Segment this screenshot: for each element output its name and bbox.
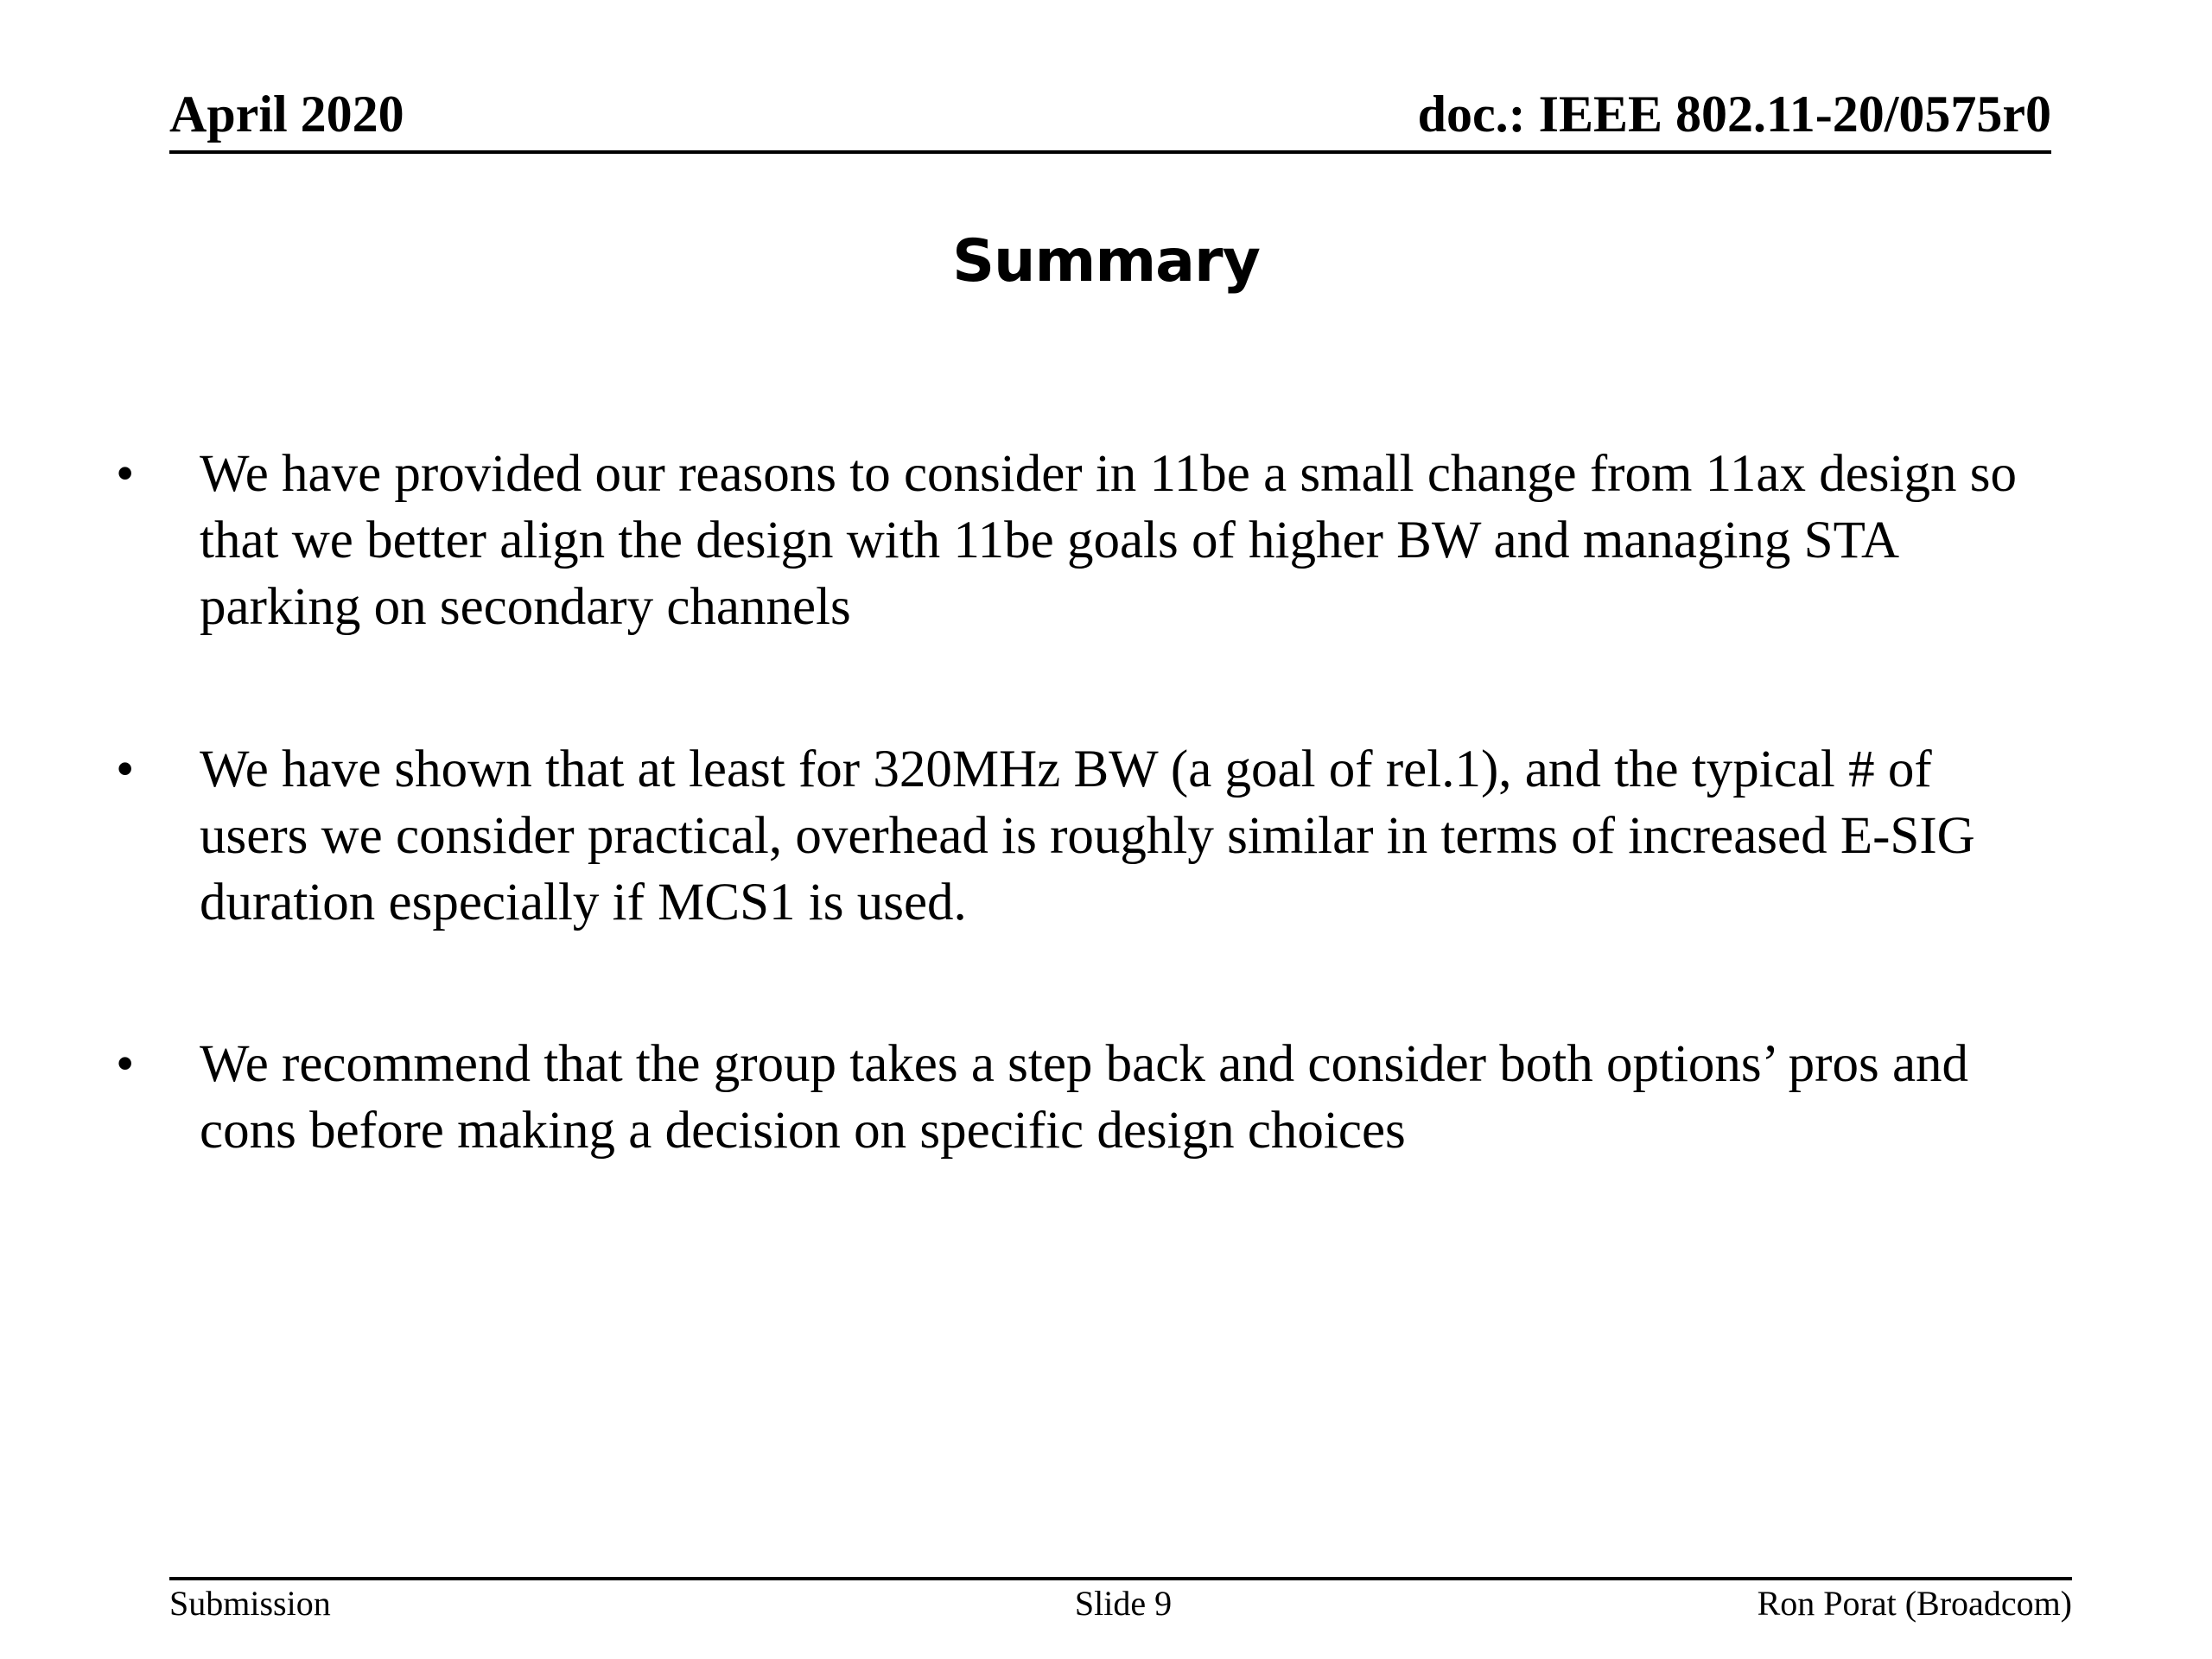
bullet-text — [200, 441, 2161, 640]
bullet-line: We recommend that the group takes a step back and consider both options’ pros and — [200, 1035, 1969, 1093]
bullet-marker: • — [116, 1035, 135, 1093]
footer-slide-number: Slide 9 — [1074, 1584, 1173, 1623]
bullet-line: parking on secondary channels — [200, 578, 851, 636]
footer-author: Ron Porat (Broadcom) — [1757, 1584, 2072, 1623]
bullet-line: duration especially if MCS1 is used. — [200, 874, 967, 931]
bullet-line: that we better align the design with 11be goals of higher BW and managing STA — [200, 512, 1900, 569]
header-doc-id: doc.: IEEE 802.11-20/0575r0 — [1417, 86, 2051, 143]
bullet-text — [200, 1031, 2161, 1164]
slide-title: Summary — [952, 227, 1260, 296]
footer-divider — [169, 1577, 2072, 1580]
bullet-line: cons before making a decision on specific design choices — [200, 1102, 1406, 1160]
bullet-marker: • — [116, 445, 135, 503]
bullet-line: We have provided our reasons to consider in 11be a small change from 11ax design so — [200, 445, 2017, 503]
header-date: April 2020 — [169, 86, 404, 143]
bullet-marker: • — [116, 741, 135, 798]
bullet-line: users we consider practical, overhead is roughly similar in terms of increased E-SIG — [200, 807, 1975, 865]
footer-submission: Submission — [169, 1584, 331, 1623]
bullet-text — [200, 736, 2161, 936]
bullet-line: We have shown that at least for 320MHz BW (a goal of rel.1), and the typical # of — [200, 741, 1932, 798]
